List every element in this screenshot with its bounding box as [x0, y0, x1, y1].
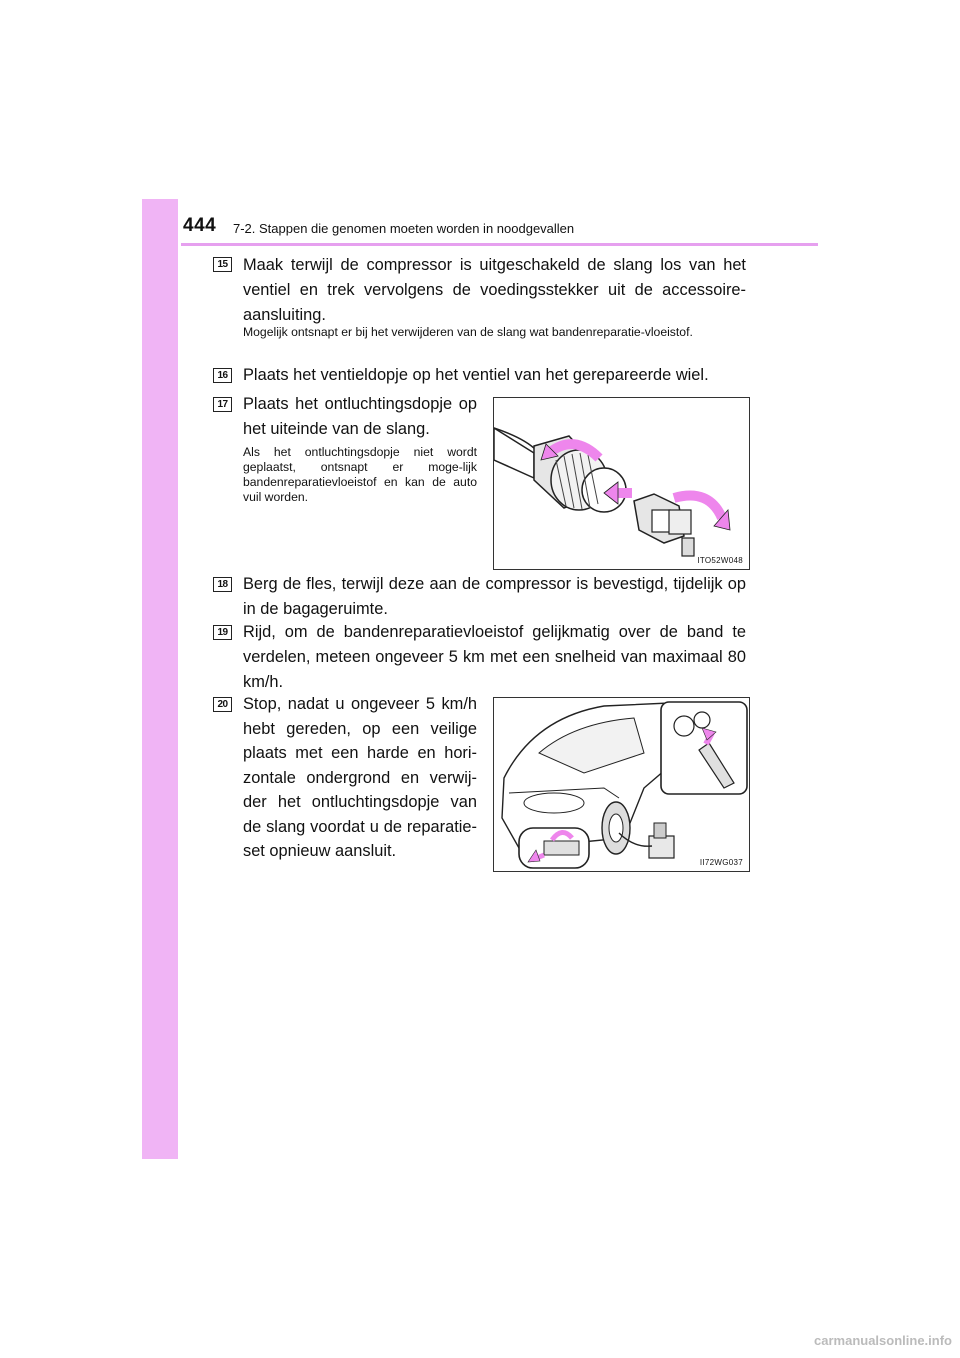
watermark: carmanualsonline.info	[814, 1333, 952, 1348]
step-number-18: 18	[213, 577, 232, 592]
step-number-20: 20	[213, 697, 232, 712]
step-number-17: 17	[213, 397, 232, 412]
car-repair-kit-illustration	[494, 698, 749, 871]
figure-car-repair-kit	[493, 697, 750, 872]
step-text-19: Rijd, om de bandenreparatievloeistof gelijkmatig over de band te verdelen, meteen ongeveer 5 km met een snelheid van maximaal 80 km/h.	[243, 623, 746, 691]
figure-hose-bleed-cap	[493, 397, 750, 570]
step-text-15: Maak terwijl de compressor is uitgeschakeld de slang los van het ventiel en trek vervolgens de voedingsstekker uit de accessoire-aansluiting.	[243, 256, 746, 324]
hose-bleed-cap-illustration	[494, 398, 749, 569]
step-text-20: Stop, nadat u ongeveer 5 km/h hebt gereden, op een veilige plaats met een harde en hori-zontale ondergrond en verwij-der het ontluchtingsdopje van de slang voordat u de reparatie-set opnieuw aansluit.	[243, 695, 477, 860]
step-note-17: Als het ontluchtingsdopje niet wordt geplaatst, ontsnapt er moge-lijk bandenreparatievloeistof en kan de auto vuil worden.	[243, 445, 477, 504]
step-number-15: 15	[213, 257, 232, 272]
header-rule	[181, 243, 818, 246]
figure-code: ITO52W048	[697, 556, 743, 565]
page-number: 444	[183, 215, 217, 236]
step-text-17: Plaats het ontluchtingsdopje op het uiteinde van de slang.	[243, 395, 477, 438]
section-title: 7-2. Stappen die genomen moeten worden in noodgevallen	[233, 221, 575, 236]
step-number-16: 16	[213, 368, 232, 383]
figure-code: II72WG037	[699, 858, 743, 867]
step-text-16: Plaats het ventieldopje op het ventiel van het gerepareerde wiel.	[243, 366, 709, 384]
step-note-15: Mogelijk ontsnapt er bij het verwijderen van de slang wat bandenreparatie-vloeistof.	[243, 325, 693, 339]
step-number-19: 19	[213, 625, 232, 640]
step-text-18: Berg de fles, terwijl deze aan de compressor is bevestigd, tijdelijk op in de bagageruimte.	[243, 575, 746, 618]
chapter-sidebar	[142, 199, 178, 1159]
